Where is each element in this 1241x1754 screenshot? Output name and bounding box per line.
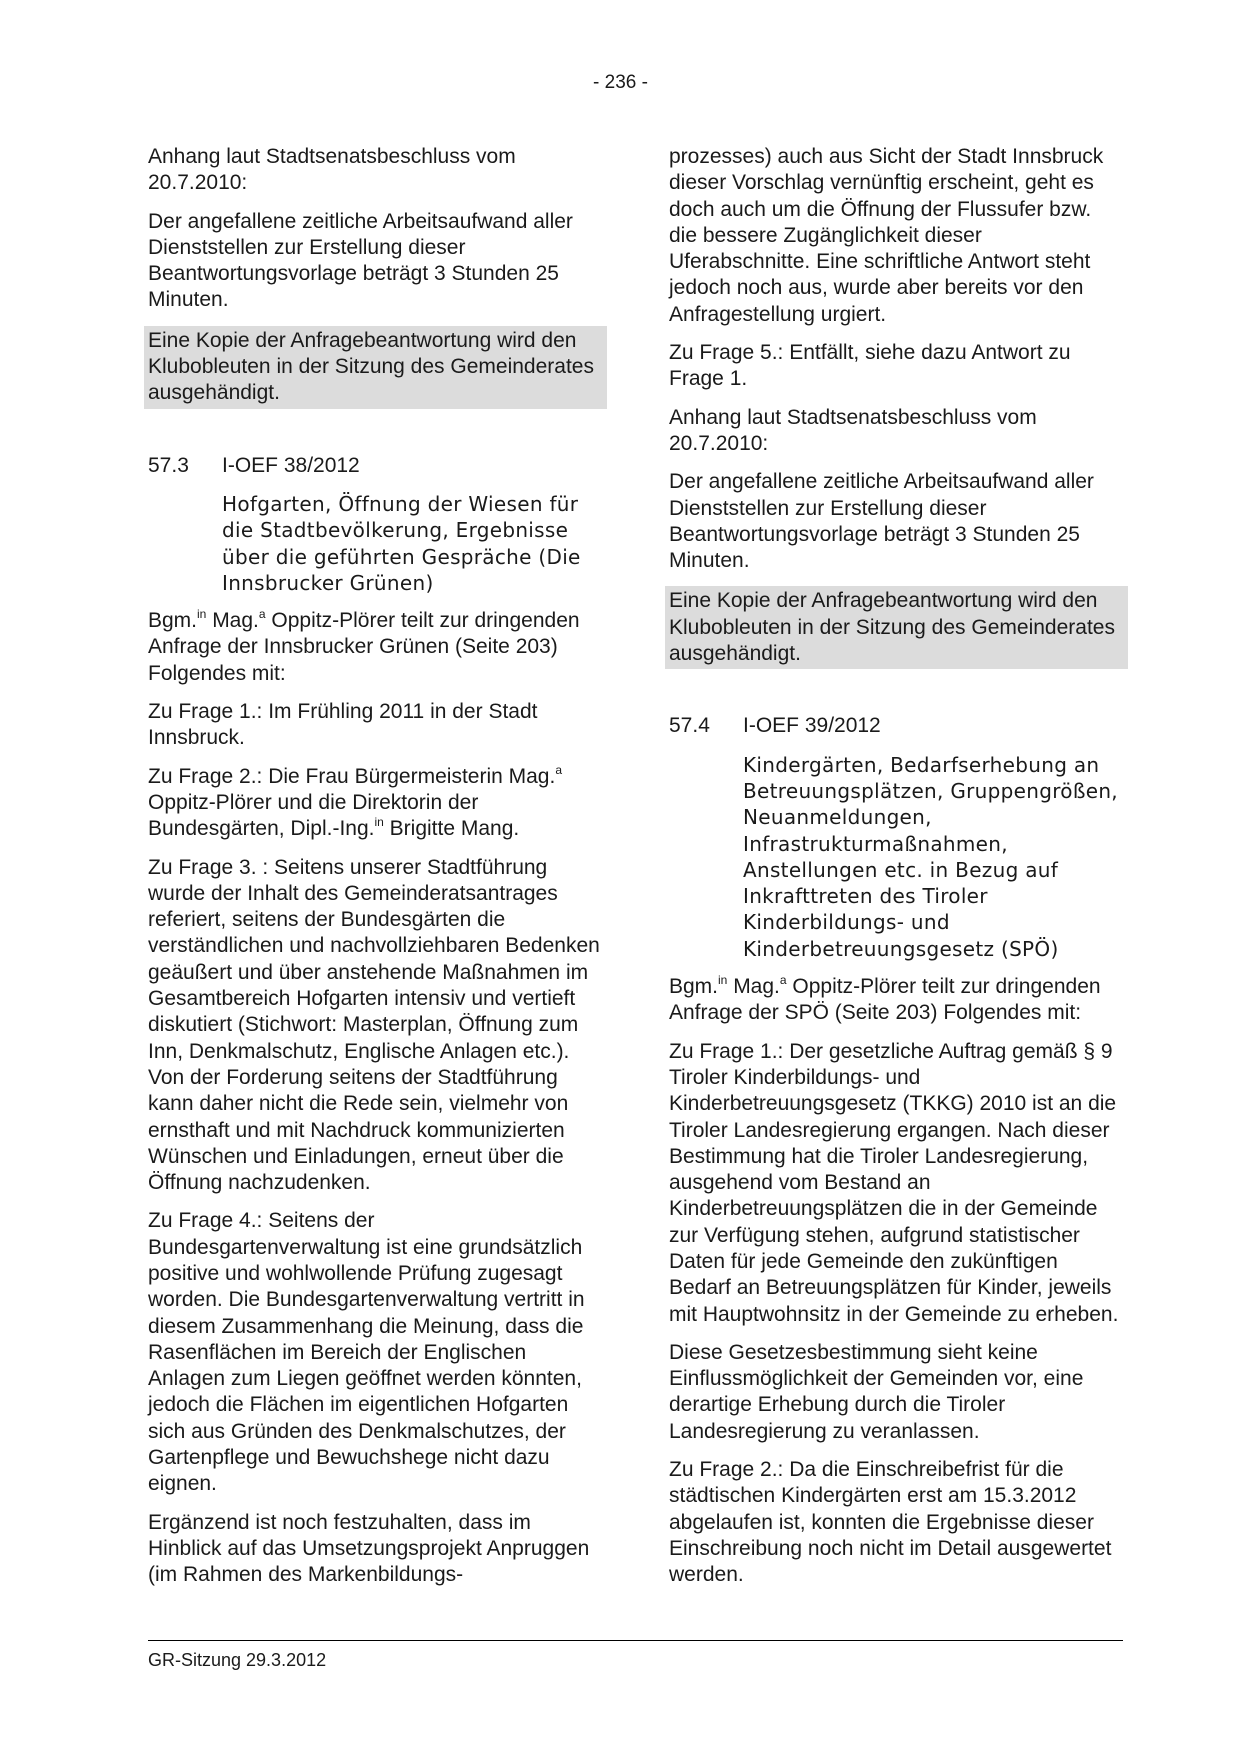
answer-question-4: Zu Frage 4.: Seitens der Bundesgartenverwaltung ist eine grundsätzlich positive und wohlwollende Prüfung zugesagt worden. Die Bundesgartenverwaltung vertritt in diesem Zusammenhang die Meinung, dass die Rasenflächen im Bereich der Englischen Anlagen zum Liegen geöffnet werden könnten, jedoch die Flächen im eigentlichen Hofgarten sich aus Gründen des Denkmalschutzes, der Gartenpflege und Bewuchshege nicht dazu eignen. <box>148 1209 585 1496</box>
answer-question-3: Zu Frage 3. : Seitens unserer Stadtführung wurde der Inhalt des Gemeinderatsantrages referiert, seitens der Bundesgärten die verständlichen und nachvollziehbaren Bedenken geäußert und über anstehende Maßnahmen im Gesamtbereich Hofgarten intensiv und vertieft diskutiert (Stichwort: Masterplan, Öffnung zum Inn, Denkmalschutz, Englische Anlagen etc.). Von der Forderung seitens der Stadtführung kann daher nicht die Rede sein, vielmehr von ernsthaft und mit Nachdruck kommunizierten Wünschen und Einladungen, erneut über die Öffnung nachzudenken. <box>148 855 600 1195</box>
workload-note: Der angefallene zeitliche Arbeitsaufwand aller Dienststellen zur Erstellung dieser Beantwortungsvorlage beträgt 3 Stunden 25 Minuten. <box>669 470 1094 573</box>
right-column <box>669 144 1124 1601</box>
agenda-item-heading <box>148 453 603 479</box>
copy-note: Eine Kopie der Anfragebeantwortung wird den Klubobleuten in der Sitzung des Gemeinderates ausgehändigt. <box>665 586 1128 669</box>
page-number: - 236 - <box>593 72 648 93</box>
agenda-item-subject: Kindergärten, Bedarfserhebung an Betreuungsplätzen, Gruppengrößen, Neuanmeldungen, Infrastrukturmaßnahmen, Anstellungen etc. in Bezug auf Inkrafttreten des Tiroler Kinderbildungs- und Kinderbetreuungsgesetz (SPÖ) <box>743 752 1118 961</box>
agenda-item-code: I-OEF 38/2012 <box>222 453 360 477</box>
footer-divider <box>148 1640 1123 1641</box>
agenda-item-number: 57.3 <box>148 453 189 477</box>
agenda-item-heading <box>669 713 1124 739</box>
copy-note: Eine Kopie der Anfragebeantwortung wird den Klubobleuten in der Sitzung des Gemeinderates ausgehändigt. <box>144 326 607 409</box>
answer-question-5: Zu Frage 5.: Entfällt, siehe dazu Antwort zu Frage 1. <box>669 341 1071 391</box>
left-column <box>148 144 603 1601</box>
answer-question-1: Zu Frage 1.: Im Frühling 2011 in der Stadt Innsbruck. <box>148 700 538 750</box>
intro-paragraph: Bgm.$^{in}$ Mag.$^a$ Oppitz-Plörer teilt zur dringenden Anfrage der Innsbrucker Grünen (Seite 203) Folgendes mit: <box>148 607 580 685</box>
agenda-item-number: 57.4 <box>669 714 710 738</box>
law-paragraph: Diese Gesetzesbestimmung sieht keine Einflussmöglichkeit der Gemeinden vor, eine derartige Erhebung durch die Tiroler Landesregierung zu veranlassen. <box>669 1340 1084 1443</box>
answer-question-1: Zu Frage 1.: Der gesetzliche Auftrag gemäß § 9 Tiroler Kinderbildungs- und Kinderbetreuungsgesetz (TKKG) 2010 ist an die Tiroler Landesregierung ergangen. Nach dieser Bestimmung hat die Tiroler Landesregierung, ausgehend vom Bestand an Kinderbetreuungsplätzen die in der Gemeinde zur Verfügung stehen, aufgrund statistischer Daten für jede Gemeinde den zukünftigen Bedarf an Betreuungsplätzen für Kinder, jeweils mit Hauptwohnsitz in der Gemeinde zu erheben. <box>669 1039 1119 1326</box>
appendix-note: Anhang laut Stadtsenatsbeschluss vom 20.7.2010: <box>148 145 516 195</box>
continuation-paragraph: prozesses) auch aus Sicht der Stadt Innsbruck dieser Vorschlag vernünftig erscheint, geht es doch auch um die Öffnung der Flussufer bzw. die bessere Zugänglichkeit dieser Uferabschnitte. Eine schriftliche Antwort steht jedoch noch aus, wurde aber bereits vor den Anfragestellung urgiert. <box>669 145 1104 326</box>
answer-question-2: Zu Frage 2.: Da die Einschreibefrist für die städtischen Kindergärten erst am 15.3.2012 abgelaufen ist, konnten die Ergebnisse dieser Einschreibung noch nicht im Detail ausgewertet werden. <box>669 1458 1112 1587</box>
workload-note: Der angefallene zeitliche Arbeitsaufwand aller Dienststellen zur Erstellung dieser Beantwortungsvorlage beträgt 3 Stunden 25 Minuten. <box>148 209 573 312</box>
footer-session-date: GR-Sitzung 29.3.2012 <box>148 1650 327 1670</box>
supplement-paragraph: Ergänzend ist noch festzuhalten, dass im Hinblick auf das Umsetzungsprojekt Anpruggen (im Rahmen des Markenbildungs- <box>148 1510 590 1587</box>
appendix-note: Anhang laut Stadtsenatsbeschluss vom 20.7.2010: <box>669 405 1037 455</box>
answer-question-2: Zu Frage 2.: Die Frau Bürgermeisterin Mag.$^a$ Oppitz-Plörer und die Direktorin der Bundesgärten, Dipl.-Ing.$^{in}$ Brigitte Mang. <box>148 762 563 841</box>
intro-paragraph: Bgm.$^{in}$ Mag.$^a$ Oppitz-Plörer teilt zur dringenden Anfrage der SPÖ (Seite 203) Folgendes mit: <box>669 973 1101 1025</box>
agenda-item-subject: Hofgarten, Öffnung der Wiesen für die Stadtbevölkerung, Ergebnisse über die geführten Gespräche (Die Innsbrucker Grünen) <box>222 491 581 595</box>
agenda-item-code: I-OEF 39/2012 <box>743 714 881 738</box>
